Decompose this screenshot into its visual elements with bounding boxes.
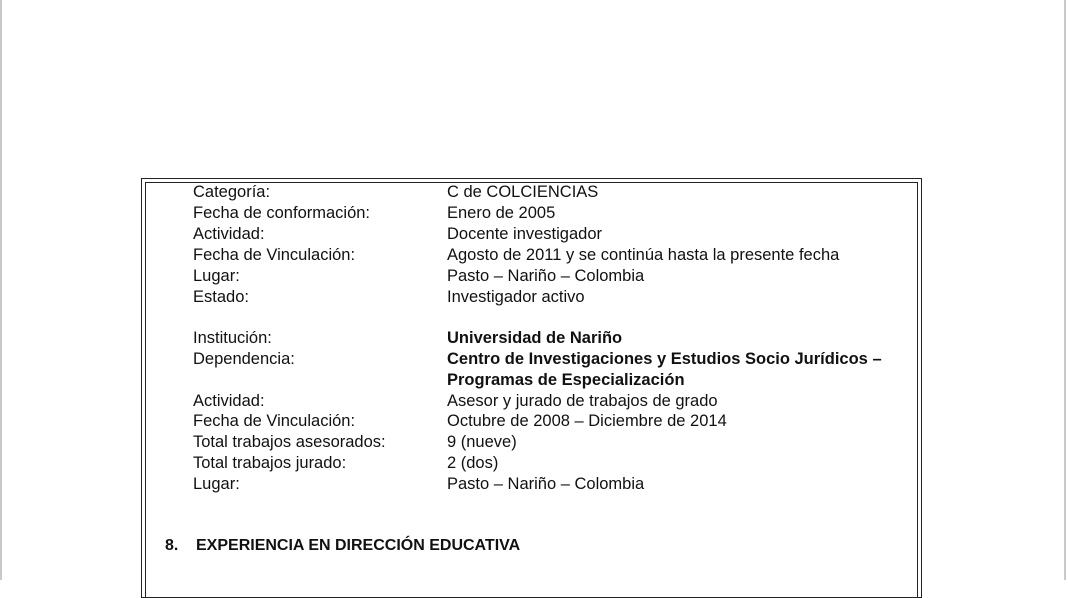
section-title: EXPERIENCIA EN DIRECCIÓN EDUCATIVA — [196, 537, 521, 554]
field-value: C de COLCIENCIAS — [447, 183, 599, 201]
field-value: Pasto – Nariño – Colombia — [447, 475, 645, 493]
field-value: Octubre de 2008 – Diciembre de 2014 — [447, 412, 727, 430]
field-label: Lugar: — [193, 267, 240, 285]
field-value: Agosto de 2011 y se continúa hasta la presente fecha — [447, 246, 840, 264]
field-value: Docente investigador — [447, 225, 603, 243]
field-label: Categoría: — [193, 183, 271, 201]
page-edge-right — [1064, 0, 1066, 580]
field-label: Actividad: — [193, 392, 265, 410]
field-label: Total trabajos asesorados: — [193, 433, 386, 451]
section-number: 8. — [165, 537, 179, 554]
field-label: Fecha de Vinculación: — [193, 246, 356, 264]
field-value: Asesor y jurado de trabajos de grado — [447, 392, 718, 410]
field-label: Institución: — [193, 329, 272, 347]
page-edge-left — [0, 0, 2, 580]
field-label: Fecha de Vinculación: — [193, 412, 356, 430]
field-value: 9 (nueve) — [447, 433, 517, 451]
field-label: Actividad: — [193, 225, 265, 243]
field-label: Dependencia: — [193, 350, 295, 368]
field-value-continuation: Programas de Especialización — [447, 371, 685, 389]
field-label: Fecha de conformación: — [193, 204, 371, 222]
field-label: Lugar: — [193, 475, 240, 493]
field-value: Centro de Investigaciones y Estudios Socio Jurídicos – — [447, 350, 882, 368]
field-label: Total trabajos jurado: — [193, 454, 347, 472]
field-value: Investigador activo — [447, 288, 585, 306]
field-label: Estado: — [193, 288, 249, 306]
field-value: Pasto – Nariño – Colombia — [447, 267, 645, 285]
field-value: 2 (dos) — [447, 454, 499, 472]
field-value: Enero de 2005 — [447, 204, 556, 222]
field-value: Universidad de Nariño — [447, 329, 623, 347]
